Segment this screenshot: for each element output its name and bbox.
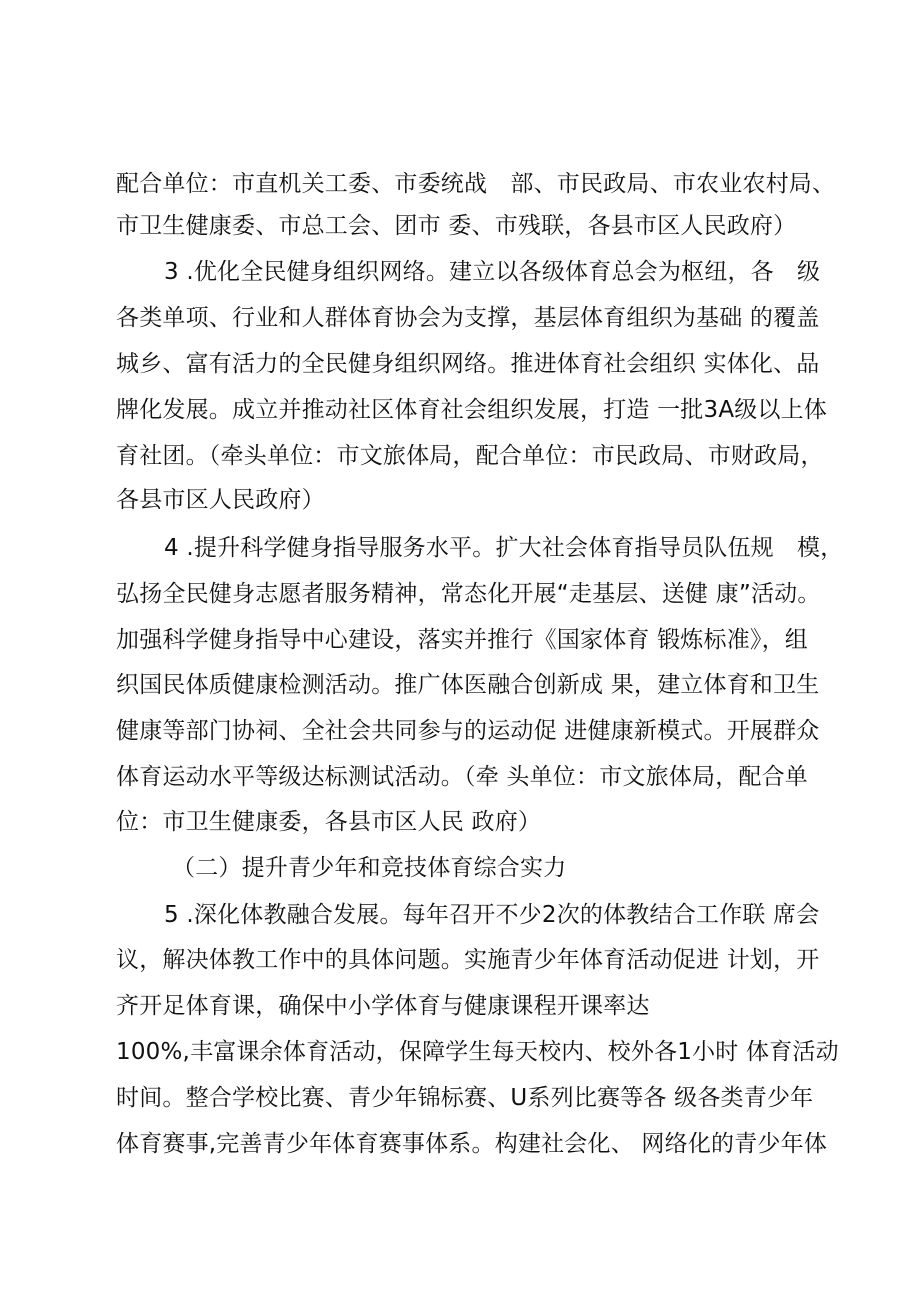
text-line: 加强科学健身指导中心建设，落实并推行《国家体育 锻炼标准》，组 <box>116 627 809 653</box>
text-line: 牌化发展。成立并推动社区体育社会组织发展，打造 一批3A级以上体 <box>116 397 828 423</box>
text-line: 弘扬全民健身志愿者服务精神，常态化开展“走基层、送健 康”活动。 <box>116 581 821 607</box>
text-line: 位：市卫生健康委，各县市区人民 政府） <box>116 809 542 835</box>
text-line: 配合单位：市直机关工委、市委统战 部、市民政局、市农业农村局、 <box>116 171 836 197</box>
text-line: 议，解决体教工作中的具体问题。实施青少年体育活动促进 计划，开 <box>116 947 820 973</box>
text-line: 齐开足体育课，确保中小学体育与健康课程开课率达 <box>116 993 650 1019</box>
text-line: 健康等部门协祠、全社会共同参与的运动促 进健康新模式。开展群众 <box>116 718 820 744</box>
text-line: 体育赛事,完善青少年体育赛事体系。构建社会化、 网络化的青少年体 <box>116 1131 828 1157</box>
text-line: 各类单项、行业和人群体育协会为支撑，基层体育组织为基础 的覆盖 <box>116 305 820 331</box>
text-line: 时间。整合学校比赛、青少年锦标赛、U系列比赛等各 级各类青少年 <box>116 1085 814 1111</box>
text-line: 各县市区人民政府） <box>116 487 325 513</box>
paragraph-4-heading-line: 4 .提升科学健身指导服务水平。扩大社会体育指导员队伍规 模， <box>164 535 844 561</box>
text-line: 城乡、富有活力的全民健身组织网络。推进体育社会组织 实体化、品 <box>116 351 820 377</box>
text-line: 织国民体质健康检测活动。推广体医融合创新成 果，建立体育和卫生 <box>116 672 820 698</box>
paragraph-5-heading-line: 5 .深化体教融合发展。每年召开不少2次的体教结合工作联 席会 <box>164 902 820 928</box>
paragraph-3-heading-line: 3 .优化全民健身组织网络。建立以各级体育总会为枢纽，各 级 <box>164 259 821 285</box>
text-line: 体育运动水平等级达标测试活动。（牵 头单位：市文旅体局，配合单 <box>116 764 809 790</box>
text-line: 100%,丰富课余体育活动，保障学生每天校内、校外各1小时 体育活动 <box>116 1039 839 1065</box>
text-line: 市卫生健康委、市总工会、团市 委、市残联，各县市区人民政府） <box>116 213 797 239</box>
text-line: 育社团。（牵头单位：市文旅体局，配合单位：市民政局、市财政局， <box>116 443 824 469</box>
section-heading: （二）提升青少年和竞技体育综合实力 <box>172 855 567 881</box>
